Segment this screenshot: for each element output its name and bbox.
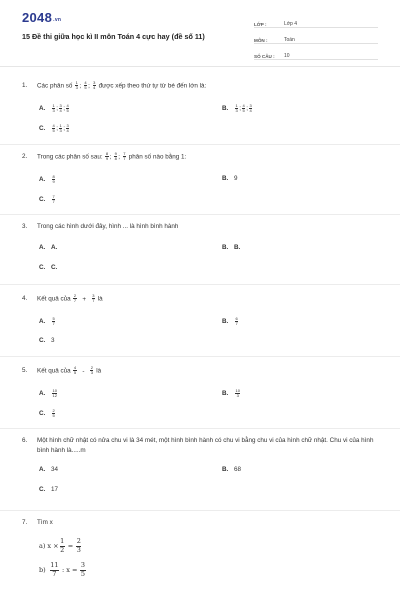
question-divider xyxy=(0,510,400,511)
meta-value: Lớp 4 xyxy=(284,21,298,27)
fraction: $\frac{8}{9}$ xyxy=(105,151,109,162)
question-1: 1. Các phân số $\frac{1}{3}$ ; $\frac{4}{5}$ ; $\frac{3}{4}$ được xếp theo thứ tự từ bé đến lớn là: A. $\frac{1}{3}$ ; $\frac{3}{4}$ ; $\frac{4}{5}$ B. $\frac{1}{3}$ ; $\frac{4}{5}$ ; $\frac{3}{4}$ C. $\frac{4}{5}$ ; $\frac{1}{3}$ ; $\frac{3}{4}$ xyxy=(22,80,252,133)
question-2: 2. Trong các phân số sau: $\frac{8}{9}$ ; $\frac{9}{8}$ ; $\frac{7}{7}$ phân số nào bằng 1: A. $\frac{8}{9}$ B. 9 C. $\frac{7}{7}$ xyxy=(22,151,238,204)
option-c[interactable]: C. $\frac{2}{5}$ xyxy=(39,407,55,418)
question-text: phân số nào bằng 1: xyxy=(128,153,187,161)
meta-row-class xyxy=(254,14,378,28)
option-a[interactable]: A. A. xyxy=(39,244,58,251)
question-divider xyxy=(0,144,400,145)
question-text: là xyxy=(96,367,102,375)
option-c[interactable]: C. $\frac{7}{7}$ xyxy=(39,193,55,204)
question-number: 5. xyxy=(22,367,28,374)
question-7 xyxy=(22,518,382,578)
question-4: 4. Kết quả của $\frac{2}{7}$ + $\frac{3}{7}$ là A. $\frac{5}{7}$ B. $\frac{6}{7}$ C. 3 xyxy=(22,293,238,344)
option-b[interactable]: B. $\frac{1}{3}$ ; $\frac{4}{5}$ ; $\frac{3}{4}$ xyxy=(222,102,252,113)
question-5: 5. Kết quả của $\frac{4}{5}$ - $\frac{2}{3}$ là A. $\frac{10}{12}$ B. $\frac{10}{3}$ C. $\frac{2}{5}$ xyxy=(22,365,240,418)
option-c[interactable]: C. 3 xyxy=(39,336,55,344)
option-b[interactable]: B. 9 xyxy=(222,174,238,182)
fraction: $\frac{4}{5}$ xyxy=(73,365,77,376)
meta-row-subject xyxy=(254,30,378,44)
option-c[interactable]: C. 17 xyxy=(39,486,59,493)
page-header xyxy=(0,0,400,62)
option-b[interactable]: B. $\frac{6}{7}$ xyxy=(222,315,238,326)
fraction: $\frac{9}{8}$ xyxy=(114,151,117,162)
equation-a: a) x × $\frac{1}{2}$ = $\frac{2}{3}$ xyxy=(39,537,81,554)
question-divider xyxy=(0,428,400,429)
meta-row-count xyxy=(254,46,378,60)
meta-key: SỐ CÂU : xyxy=(254,54,275,59)
question-6 xyxy=(22,436,382,500)
option-b[interactable]: B. B. xyxy=(222,244,241,251)
question-text: Trong các phân số sau: xyxy=(37,153,103,161)
equation-b: b) $\frac{11}{7}$ : x = $\frac{3}{5}$ xyxy=(39,561,86,578)
question-number: 6. xyxy=(22,437,28,444)
meta-key: MÔN : xyxy=(254,38,268,43)
fraction: $\frac{2}{7}$ xyxy=(73,293,77,304)
question-3 xyxy=(22,222,382,278)
option-c[interactable]: C. C. xyxy=(39,264,58,271)
option-b[interactable]: B. $\frac{10}{3}$ xyxy=(222,387,240,398)
question-text: Các phân số xyxy=(37,82,73,90)
question-number: 2. xyxy=(22,153,28,160)
question-text: được xếp theo thứ tự từ bé đến lớn là: xyxy=(98,82,207,90)
document-title: 15 Đề thi giữa học kì II môn Toán 4 cực hay (đề số 11) xyxy=(22,32,205,41)
question-text: Một hình chữ nhật có nửa chu vi là 34 mét, một hình bình hành có chu vi bằng chu vi của hình chữ nhật. Chu vi của hình bình hành là.....m xyxy=(37,437,374,454)
fraction: $\frac{1}{3}$ xyxy=(75,80,78,91)
question-text: Kết quả của xyxy=(37,295,71,303)
option-a[interactable]: A. $\frac{8}{9}$ xyxy=(39,173,55,184)
fraction: $\frac{2}{3}$ xyxy=(90,365,93,376)
option-c[interactable]: C. $\frac{4}{5}$ ; $\frac{1}{3}$ ; $\frac{3}{4}$ xyxy=(39,122,69,133)
header-divider xyxy=(0,66,400,67)
option-b[interactable]: B. 68 xyxy=(222,466,242,473)
option-a[interactable]: A. $\frac{5}{7}$ xyxy=(39,315,55,326)
question-text: Trong các hình dưới đây, hình ... là hình bình hành xyxy=(37,223,179,230)
option-a[interactable]: A. $\frac{1}{3}$ ; $\frac{3}{4}$ ; $\frac{4}{5}$ xyxy=(39,102,69,113)
fraction: $\frac{7}{7}$ xyxy=(123,151,126,162)
question-number: 1. xyxy=(22,82,28,89)
site-logo[interactable]: $2048^{.vn}$ xyxy=(22,10,62,25)
fraction: $\frac{4}{5}$ xyxy=(84,80,87,91)
meta-value: Toán xyxy=(284,37,295,43)
fraction: $\frac{3}{7}$ xyxy=(92,293,95,304)
meta-value: 10 xyxy=(284,53,290,59)
question-number: 7. xyxy=(22,519,28,526)
option-a[interactable]: A. $\frac{10}{12}$ xyxy=(39,387,57,398)
question-number: 4. xyxy=(22,295,28,302)
fraction: $\frac{3}{4}$ xyxy=(93,80,96,91)
question-text: Kết quả của xyxy=(37,367,71,375)
question-divider xyxy=(0,284,400,285)
question-number: 3. xyxy=(22,223,28,230)
question-text: là xyxy=(97,295,103,303)
option-a[interactable]: A. 34 xyxy=(39,466,59,473)
question-divider xyxy=(0,214,400,215)
question-divider xyxy=(0,356,400,357)
meta-key: LỚP : xyxy=(254,22,267,27)
meta-info xyxy=(254,14,378,62)
question-text: Tìm x xyxy=(37,519,53,526)
